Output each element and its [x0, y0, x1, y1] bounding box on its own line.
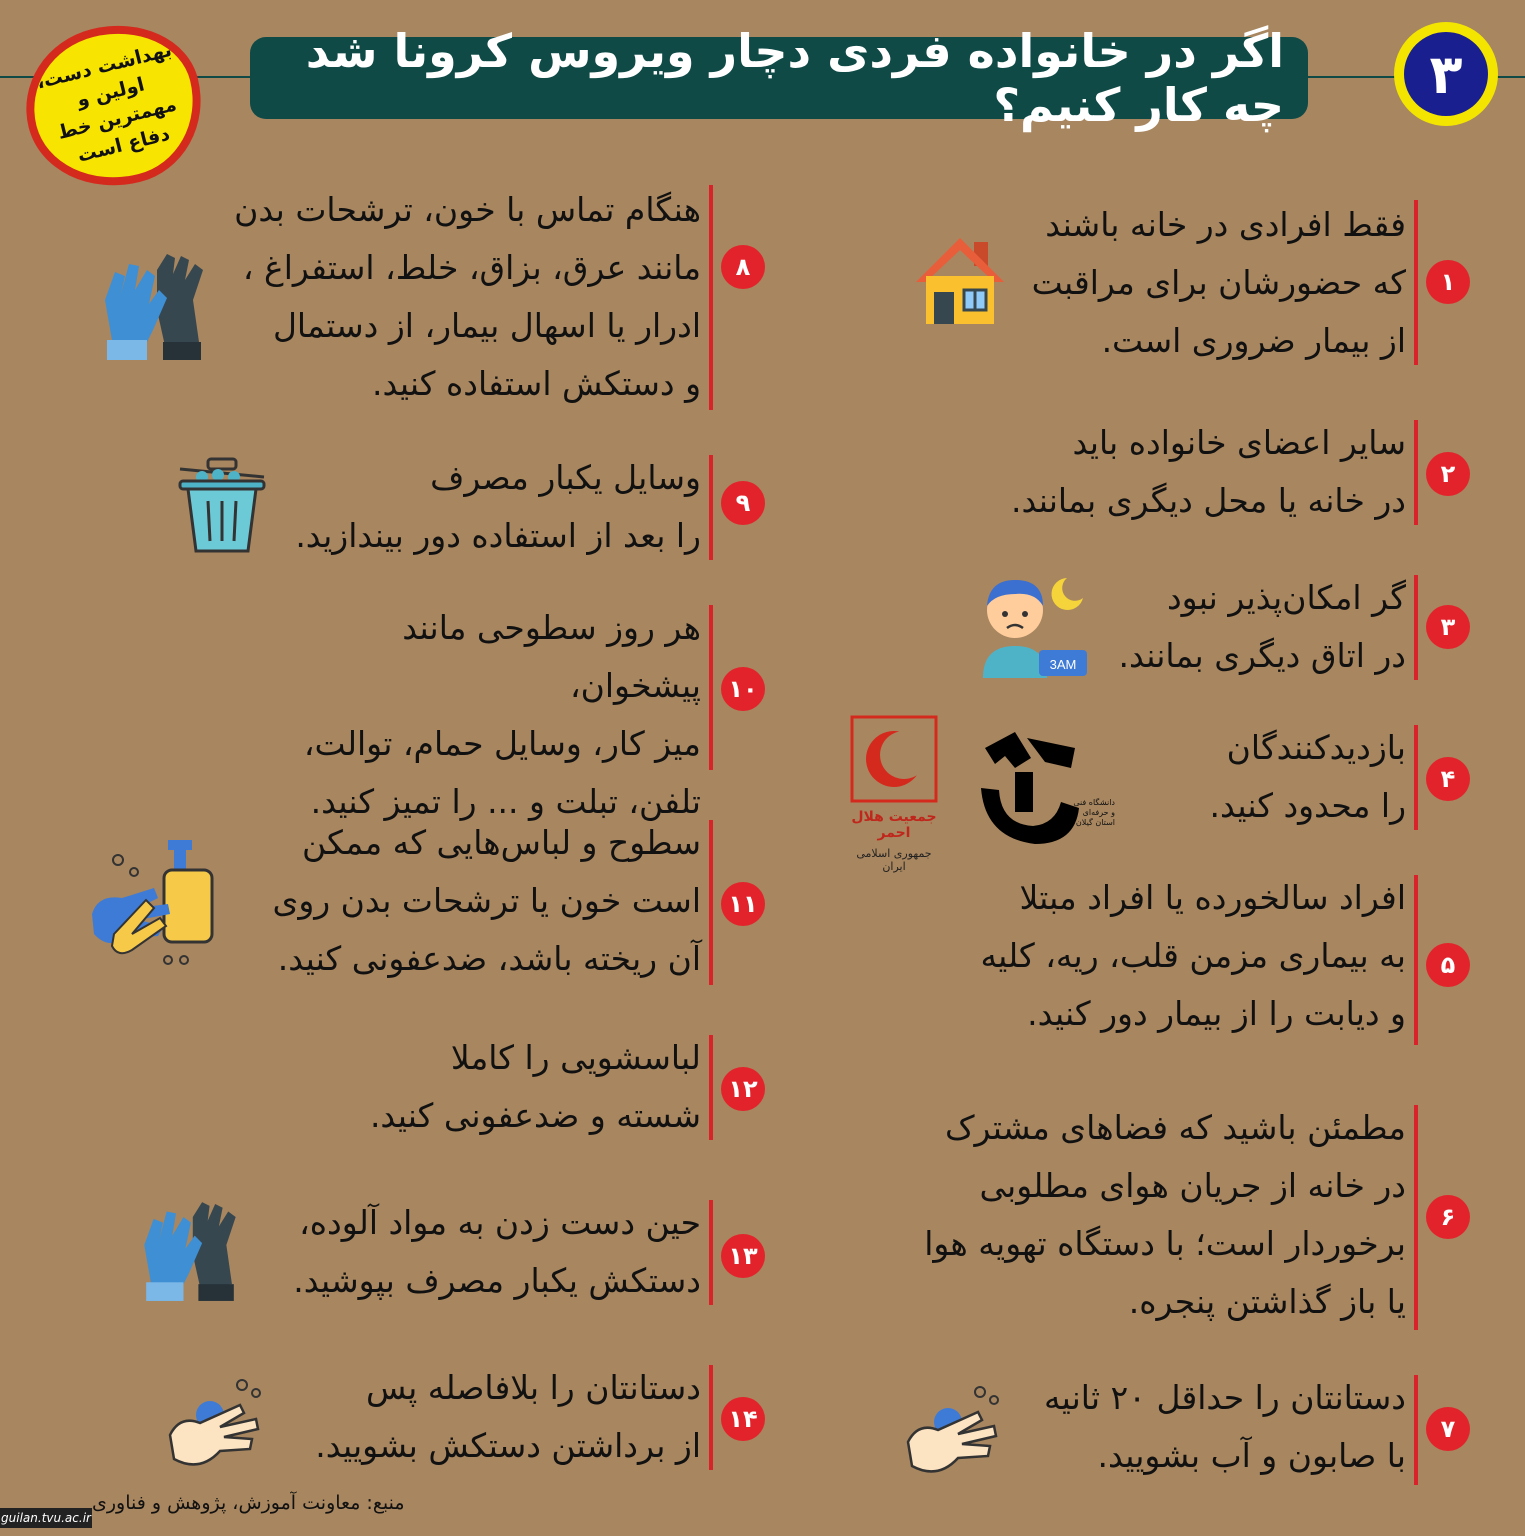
house-icon [912, 232, 1008, 328]
item-number: ۱۳ [721, 1234, 765, 1278]
list-item-14 [280, 1365, 765, 1470]
hand-washing-icon [898, 1382, 1008, 1482]
item-bar [1414, 875, 1418, 1045]
hand-washing-icon [160, 1375, 270, 1475]
item-bar [709, 1200, 713, 1305]
item-bar [709, 455, 713, 560]
watermark: guilan.tvu.ac.ir [0, 1508, 92, 1528]
hand-hygiene-stamp [9, 7, 218, 205]
item-number: ۵ [1426, 943, 1470, 987]
list-item-9 [280, 455, 765, 560]
university-emblem-icon [975, 728, 1085, 848]
item-text: دستانتان را حداقل ۲۰ ثانیه با صابون و آب بشویید. [1043, 1378, 1406, 1475]
item-bar [709, 1035, 713, 1140]
item-text: سطوح و لباس‌هایی که ممکن است خون یا ترشحات بدن روی آن ریخته باشد، ضدعفونی کنید. [272, 823, 701, 978]
red-crescent-country: جمهوری اسلامی ایران [856, 847, 932, 873]
item-number: ۸ [721, 245, 765, 289]
item-bar [1414, 420, 1418, 525]
sick-person-icon [975, 570, 1095, 680]
stamp-text: بهداشت دست، اولین و مهمترین خط دفاع است [34, 38, 179, 167]
item-text: هر روز سطوحی مانند پیشخوان، میز کار، وسایل حمام، توالت، تلفن، تبلت و ... را تمیز کنید. [303, 608, 701, 821]
list-item-7 [1010, 1375, 1470, 1485]
gloves-icon [135, 1198, 245, 1306]
list-item-13 [260, 1200, 765, 1305]
red-crescent-name: جمعیت هلال احمر [851, 809, 937, 841]
clock-label: 3AM [1049, 657, 1077, 672]
list-item-10 [280, 605, 765, 821]
item-number: ۶ [1426, 1195, 1470, 1239]
list-item-12 [340, 1035, 765, 1140]
list-item-4 [1180, 725, 1470, 830]
item-text: هنگام تماس با خون، ترشحات بدن مانند عرق، بزاق، خلط، استفراغ ، ادرار یا اسهال بیمار، از دستمال و دستکش استفاده کنید. [234, 190, 701, 403]
item-text: افراد سالخورده یا افراد مبتلا به بیماری مزمن قلب، ریه، کلیه و دیابت را از بیمار دور کنید. [980, 878, 1406, 1033]
list-item-5 [900, 875, 1470, 1045]
item-bar [709, 185, 713, 410]
university-logo [975, 728, 1125, 853]
item-bar [1414, 1105, 1418, 1330]
list-item-3 [1100, 575, 1470, 680]
item-text: گر امکان‌پذیر نبود در اتاق دیگری بمانند. [1118, 578, 1406, 675]
list-item-6 [890, 1105, 1470, 1330]
item-text: دستانتان را بلافاصله پس از برداشتن دستکش بشویید. [315, 1368, 701, 1465]
page-title-banner [250, 24, 1308, 132]
item-bar [709, 820, 713, 985]
item-number: ۱ [1426, 260, 1470, 304]
item-text: لباسشویی را کاملا شسته و ضدعفونی کنید. [369, 1038, 701, 1135]
item-number: ۷ [1426, 1407, 1470, 1451]
list-item-2 [960, 420, 1470, 525]
item-text: مطمئن باشید که فضاهای مشترک در خانه از جریان هوای مطلوبی برخوردار است؛ با دستگاه تهویه هوا یا باز گذاشتن پنجره. [924, 1108, 1406, 1321]
item-number: ۱۰ [721, 667, 765, 711]
page-title: اگر در خانواده فردی دچار ویروس کرونا شد چه کار کنیم؟ [305, 24, 1284, 132]
item-number: ۹ [721, 481, 765, 525]
item-bar [1414, 200, 1418, 365]
university-name: دانشگاه فنی و حرفه‌ای استان گیلان [1073, 798, 1115, 827]
red-crescent-icon [850, 715, 938, 803]
item-number: ۱۱ [721, 882, 765, 926]
section-number: ۳ [1404, 32, 1488, 116]
list-item-1 [1000, 200, 1470, 365]
gloves-icon [95, 250, 213, 365]
source-note: منبع: معاونت آموزش، پژوهش و فناوری [92, 1492, 405, 1514]
item-text: بازدیدکنندگان را محدود کنید. [1209, 728, 1406, 825]
item-number: ۱۲ [721, 1067, 765, 1111]
item-text: وسایل یکبار مصرف را بعد از استفاده دور بیندازید. [295, 458, 701, 555]
item-number: ۱۴ [721, 1397, 765, 1441]
item-text: فقط افرادی در خانه باشند که حضورشان برای مراقبت از بیمار ضروری است. [1031, 205, 1406, 360]
item-bar [1414, 575, 1418, 680]
item-text: حین دست زدن به مواد آلوده، دستکش یکبار مصرف بپوشید. [293, 1203, 701, 1300]
list-item-8 [200, 185, 765, 410]
item-bar [1414, 725, 1418, 830]
item-number: ۲ [1426, 452, 1470, 496]
item-bar [709, 605, 713, 770]
item-number: ۴ [1426, 757, 1470, 801]
section-number-badge [1394, 22, 1498, 126]
item-text: سایر اعضای خانواده باید در خانه یا محل دیگری بمانند. [1010, 423, 1406, 520]
item-bar [1414, 1375, 1418, 1485]
sanitizer-icon [88, 838, 218, 968]
list-item-11 [240, 820, 765, 985]
trash-can-icon [172, 455, 272, 555]
item-number: ۳ [1426, 605, 1470, 649]
item-bar [709, 1365, 713, 1470]
red-crescent-logo [848, 715, 940, 873]
